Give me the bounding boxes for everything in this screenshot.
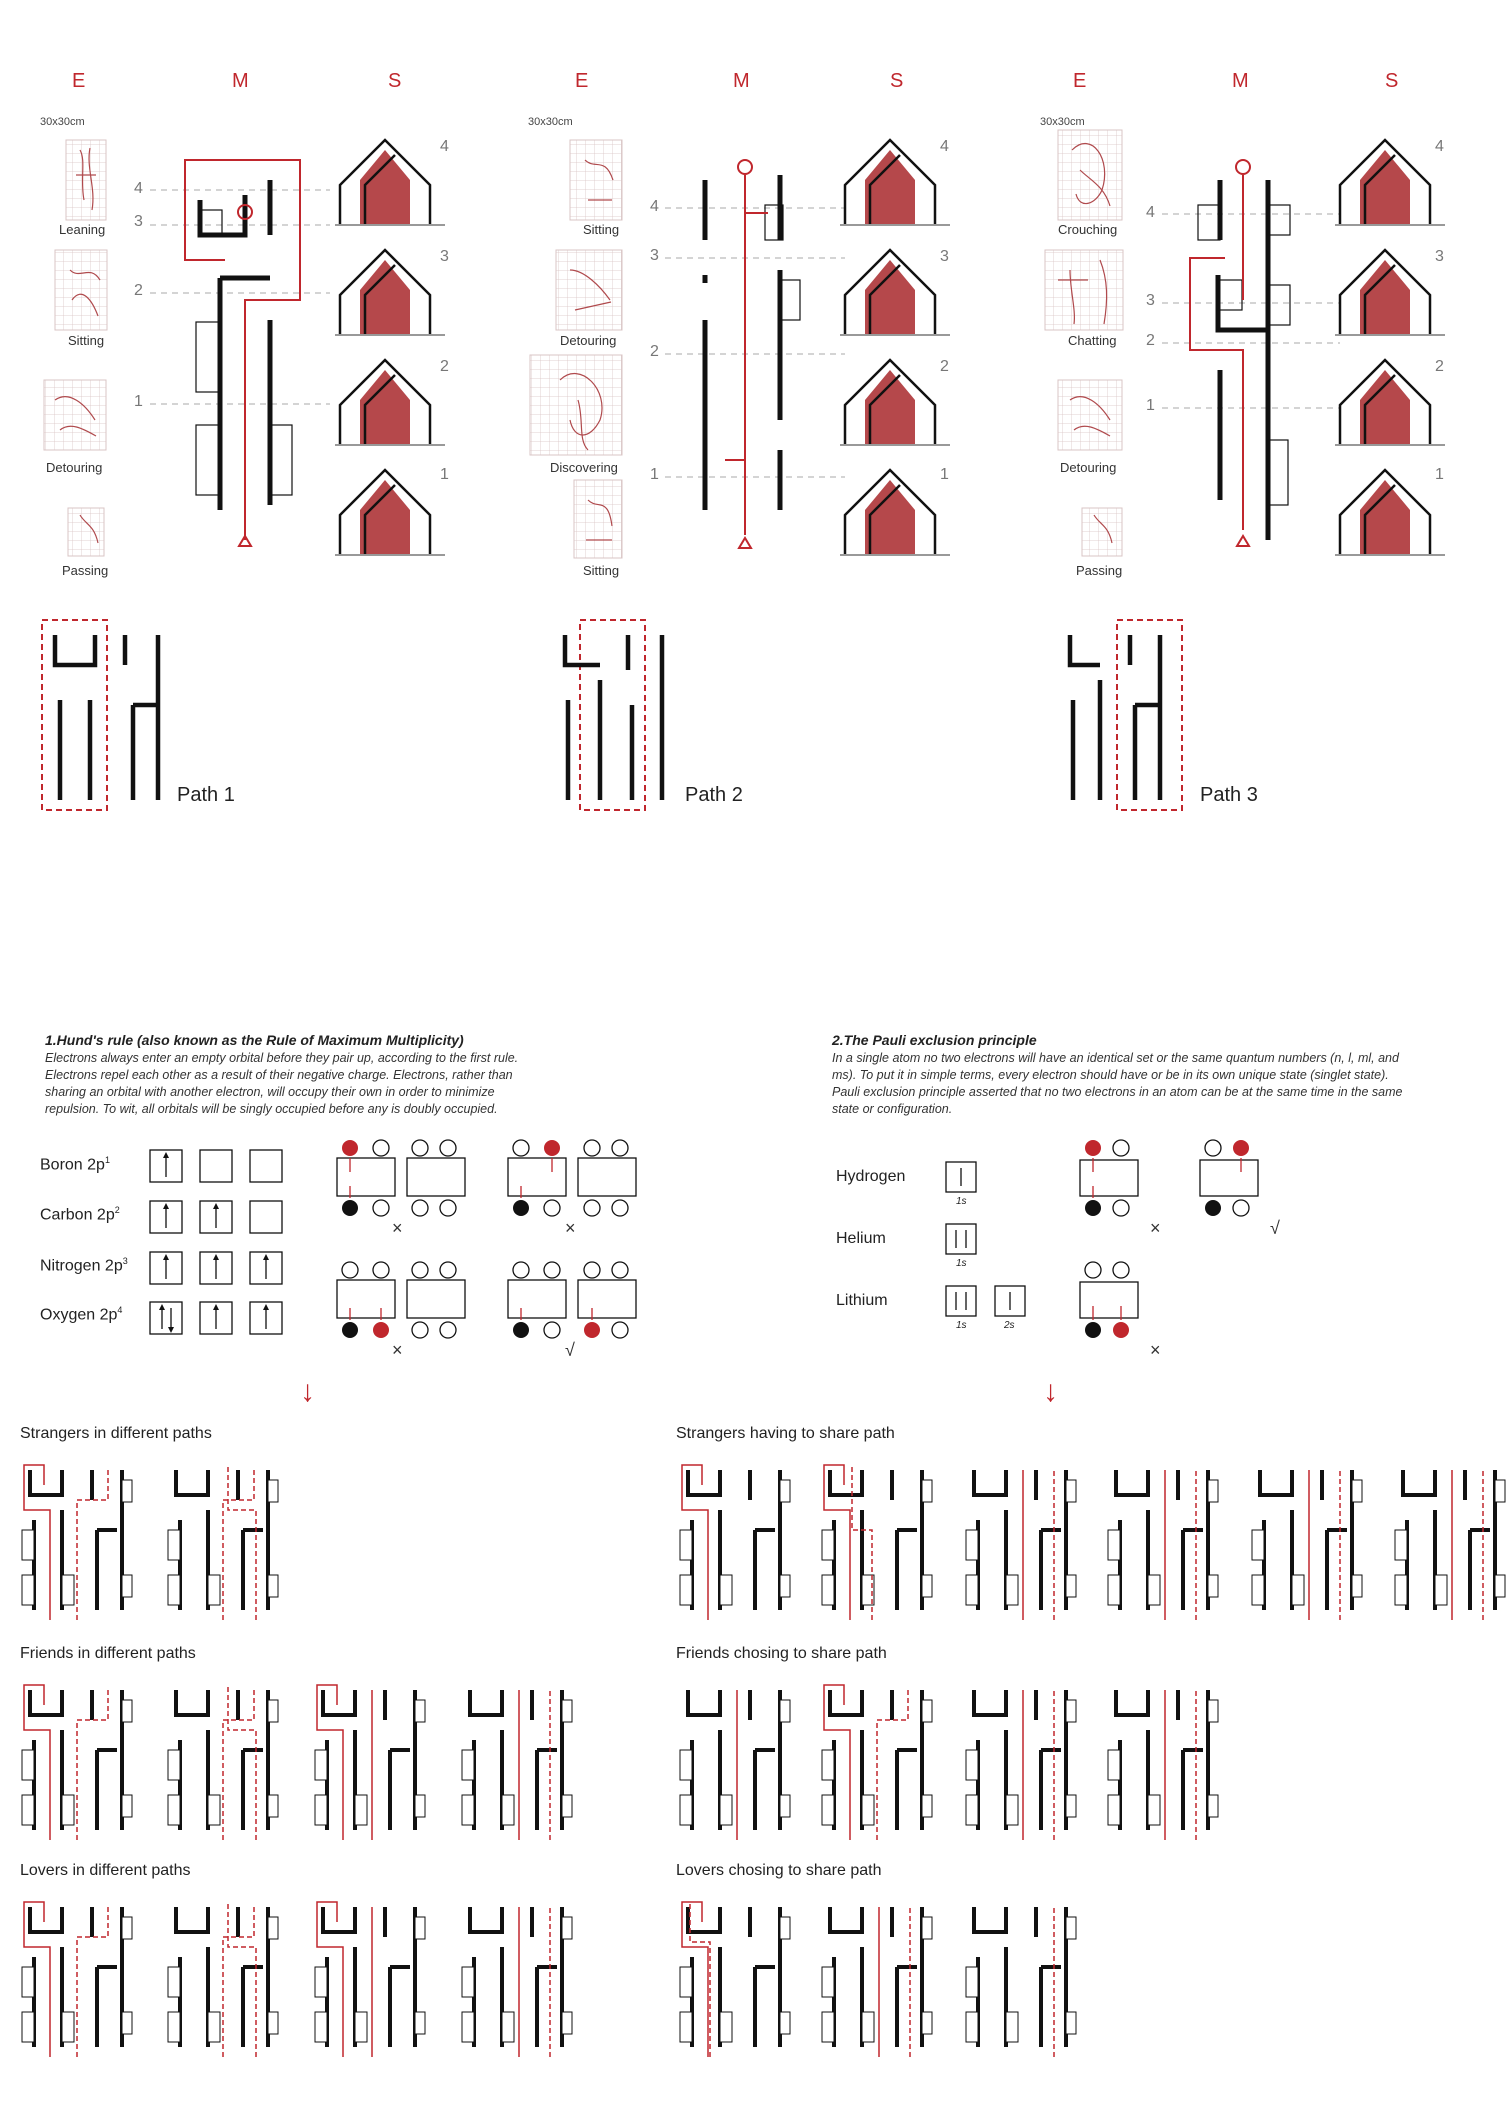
scenario-plan — [315, 1902, 425, 2057]
section-number: 2 — [1435, 358, 1444, 375]
scale-label: 30x30cm — [1040, 116, 1085, 128]
scenario-plan — [1395, 1470, 1505, 1620]
section-title: Lovers in different paths — [20, 1862, 191, 1879]
activity-label: Detouring — [560, 333, 617, 348]
cross-mark: × — [1150, 1340, 1161, 1360]
down-arrow-icon: ↓ — [1043, 1375, 1058, 1408]
header-e: E — [1073, 70, 1087, 92]
path-highlight — [1117, 620, 1182, 810]
activity-label: Detouring — [46, 460, 103, 475]
level-number: 1 — [650, 466, 659, 483]
hund-title: 1.Hund's rule (also known as the Rule of Maximum Multiplicity) — [45, 1032, 464, 1048]
orbital-label: 2s — [1004, 1320, 1015, 1331]
level-number: 3 — [650, 247, 659, 264]
scenario-plan — [22, 1685, 132, 1840]
orbital-label: 1s — [956, 1320, 967, 1331]
scenario-plan — [966, 1907, 1076, 2057]
section-fill — [1360, 480, 1410, 555]
element-label: Nitrogen $2p^3$ — [40, 1256, 128, 1275]
section-title: Strangers in different paths — [20, 1425, 212, 1442]
level-number: 4 — [1146, 204, 1155, 221]
activity-label: Passing — [62, 563, 109, 578]
scenario-plan — [462, 1907, 572, 2057]
level-number: 3 — [134, 213, 143, 230]
activity-label: Chatting — [1068, 333, 1117, 348]
section-number: 4 — [940, 138, 949, 155]
header-m: M — [232, 70, 249, 92]
section-number: 1 — [440, 466, 449, 483]
path-label: Path 1 — [177, 784, 235, 806]
level-number: 2 — [134, 282, 143, 299]
header-s: S — [388, 70, 402, 92]
down-arrow-icon: ↓ — [300, 1375, 315, 1408]
section-number: 4 — [1435, 138, 1444, 155]
orbital-label: 1s — [956, 1258, 967, 1269]
scale-label: 30x30cm — [528, 116, 573, 128]
level-number: 2 — [1146, 332, 1155, 349]
hund-body: Electrons always enter an empty orbital before they pair up, according to the first rule. Electrons repel each other as a result of their negative charge. Electrons, rather than sharing an orbital with another electron, will occupy their own in order to minimize repulsion. To wit, all orbitals will be singly occupied before any is doubly occupied. — [45, 1051, 519, 1116]
header-m: M — [733, 70, 750, 92]
header-e: E — [575, 70, 589, 92]
section-fill — [360, 480, 410, 555]
section-number: 1 — [1435, 466, 1444, 483]
level-number: 1 — [134, 393, 143, 410]
scenario-plan — [822, 1685, 932, 1840]
activity-label: Leaning — [59, 222, 106, 237]
activity-label: Sitting — [583, 563, 620, 578]
section-fill — [1360, 260, 1410, 335]
section-fill — [360, 150, 410, 225]
section-title: Lovers chosing to share path — [676, 1862, 882, 1879]
element-label: Oxygen $2p^4$ — [40, 1305, 123, 1324]
activity-label: Sitting — [68, 333, 105, 348]
activity-label: Crouching — [1058, 222, 1118, 237]
level-number: 4 — [650, 198, 659, 215]
section-fill — [865, 480, 915, 555]
header-m: M — [1232, 70, 1249, 92]
scale-label: 30x30cm — [40, 116, 85, 128]
activity-label: Passing — [1076, 563, 1123, 578]
cross-mark: × — [392, 1218, 403, 1238]
element-label: Boron $2p^1$ — [40, 1155, 110, 1174]
scenario-plan — [168, 1902, 278, 2057]
check-mark: √ — [1270, 1218, 1280, 1238]
scenario-plan — [680, 1690, 790, 1840]
section-fill — [865, 370, 915, 445]
activity-label: Sitting — [583, 222, 620, 237]
path-thumbnails — [0, 610, 1512, 810]
pauli-orbital-diagrams — [0, 1120, 1512, 1380]
section-number: 4 — [440, 138, 449, 155]
level-number: 3 — [1146, 292, 1155, 309]
activity-label: Detouring — [1060, 460, 1117, 475]
section-number: 1 — [940, 466, 949, 483]
scenario-plan — [462, 1690, 572, 1840]
scenario-plan — [1108, 1470, 1218, 1620]
activity-label: Discovering — [550, 460, 618, 475]
element-label: Helium — [836, 1230, 886, 1247]
section-fill — [1360, 370, 1410, 445]
path-label: Path 2 — [685, 784, 743, 806]
scenario-plan — [680, 1902, 790, 2057]
plans-and-sections — [0, 0, 1512, 620]
section-number: 3 — [440, 248, 449, 265]
scenario-plan — [168, 1685, 278, 1840]
level-number: 1 — [1146, 397, 1155, 414]
section-title: Friends in different paths — [20, 1645, 196, 1662]
element-label: Lithium — [836, 1292, 888, 1309]
scenario-plan — [1252, 1470, 1362, 1620]
section-number: 2 — [440, 358, 449, 375]
section-title: Strangers having to share path — [676, 1425, 895, 1442]
section-fill — [865, 260, 915, 335]
cross-mark: × — [1150, 1218, 1161, 1238]
cross-mark: × — [392, 1340, 403, 1360]
scenario-plan — [822, 1465, 932, 1620]
scenario-plan — [680, 1465, 790, 1620]
section-number: 3 — [940, 248, 949, 265]
scenario-plan — [822, 1907, 932, 2057]
scenario-plan — [315, 1685, 425, 1840]
scenario-plan — [22, 1465, 132, 1620]
section-fill — [1360, 150, 1410, 225]
scenario-plan — [1108, 1690, 1218, 1840]
pauli-title: 2.The Pauli exclusion principle — [832, 1032, 1037, 1048]
header-s: S — [1385, 70, 1399, 92]
level-number: 2 — [650, 343, 659, 360]
header-e: E — [72, 70, 86, 92]
section-title: Friends chosing to share path — [676, 1645, 887, 1662]
pauli-body: In a single atom no two electrons will have an identical set or the same quantum numbers (n, l, ml, and ms). To put it in simple terms, every electron should have or be in its own unique state (singlet state). Pauli exclusion principle asserted that no two electrons in an atom can be at the same time in the same state or configuration. — [832, 1051, 1403, 1116]
path-highlight — [580, 620, 645, 810]
element-label: Carbon $2p^2$ — [40, 1205, 120, 1224]
section-fill — [865, 150, 915, 225]
section-fill — [360, 370, 410, 445]
element-label: Hydrogen — [836, 1168, 906, 1185]
section-number: 2 — [940, 358, 949, 375]
scenario-plans — [0, 1440, 1512, 2120]
level-number: 4 — [134, 180, 143, 197]
section-fill — [360, 260, 410, 335]
scenario-plan — [168, 1465, 278, 1620]
check-mark: √ — [565, 1340, 575, 1360]
scenario-plan — [22, 1902, 132, 2057]
cross-mark: × — [565, 1218, 576, 1238]
scenario-plan — [966, 1470, 1076, 1620]
section-number: 3 — [1435, 248, 1444, 265]
scenario-plan — [966, 1690, 1076, 1840]
header-s: S — [890, 70, 904, 92]
path-label: Path 3 — [1200, 784, 1258, 806]
orbital-label: 1s — [956, 1196, 967, 1207]
